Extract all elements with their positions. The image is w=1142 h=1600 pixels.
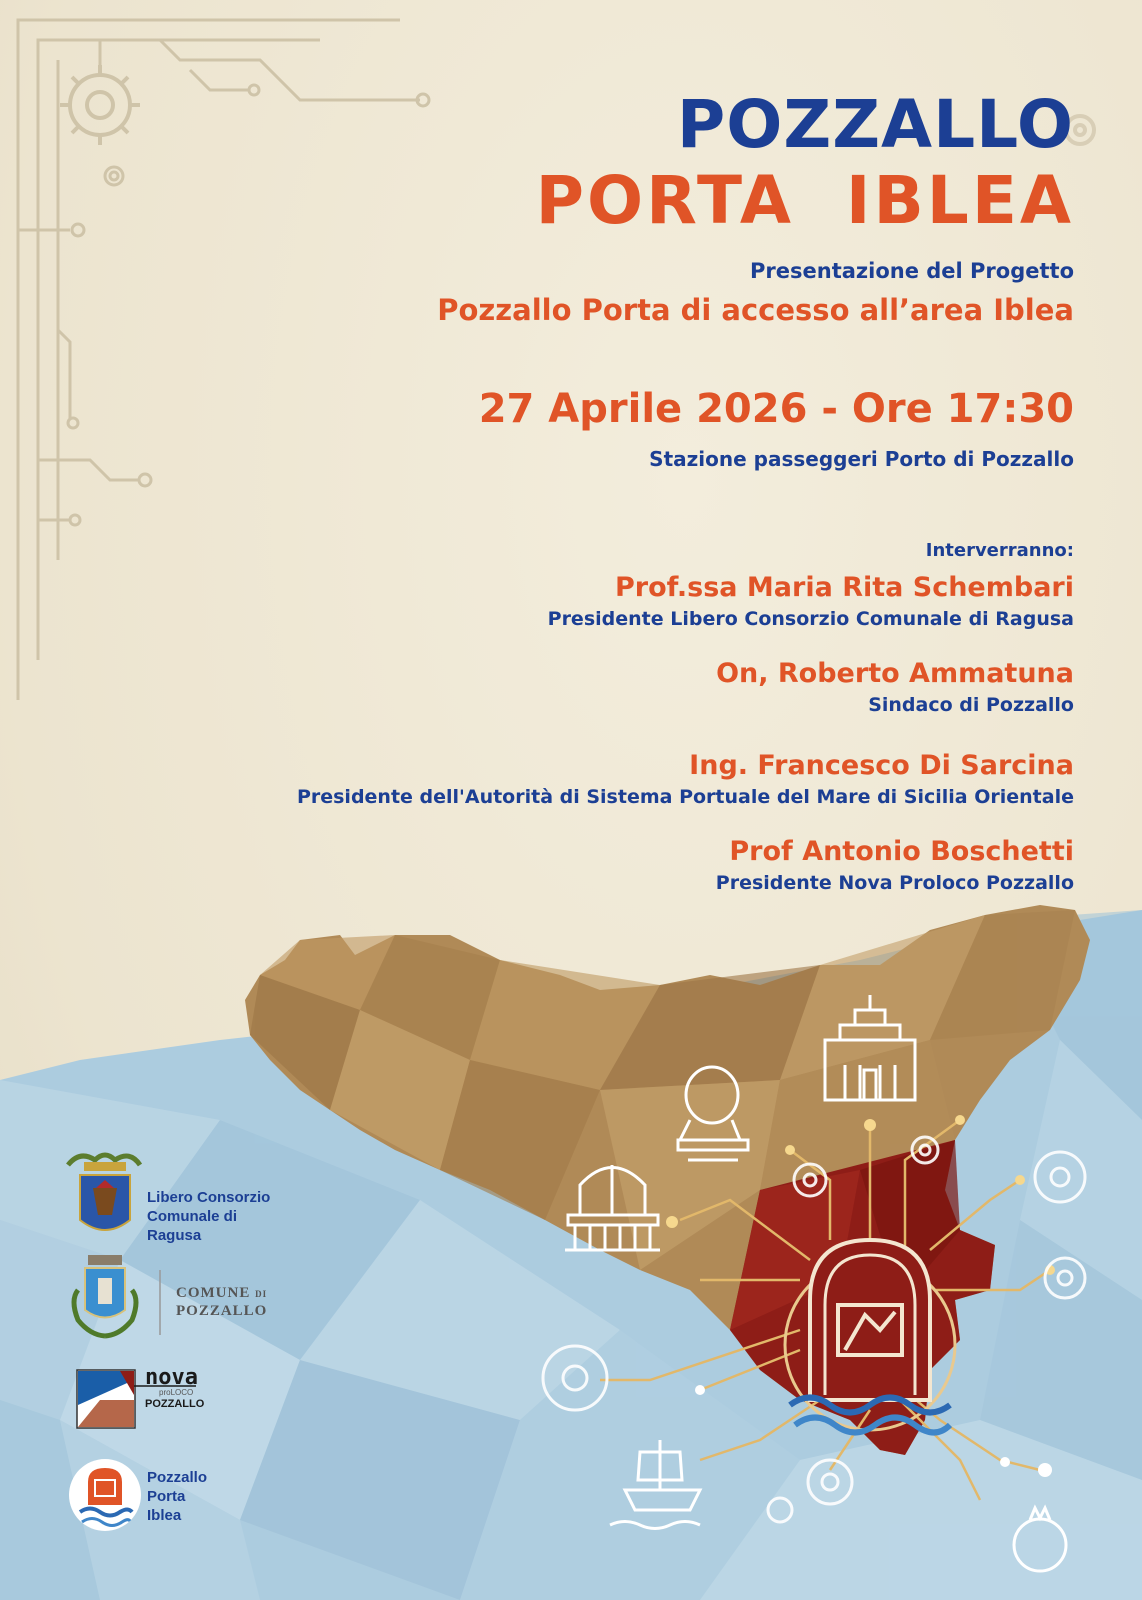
ragusa-logo-line: Ragusa [147,1227,202,1244]
speaker-name: Prof Antonio Boschetti [729,836,1074,867]
ragusa-logo-line: Comunale di [147,1208,238,1225]
speaker-name: On, Roberto Ammatuna [716,658,1074,689]
porta-iblea-logo [69,1459,141,1531]
speaker-role: Sindaco di Pozzallo [868,694,1074,716]
comune-di-label: DI [255,1289,268,1299]
speaker-role: Presidente Libero Consorzio Comunale di Ragusa [547,608,1074,630]
nova-proloco-label: proLOCO [159,1388,194,1397]
ragusa-logo-text [147,1188,270,1245]
nova-logo-text [145,1365,205,1410]
event-date-time: 27 Aprile 2026 - Ore 17:30 [478,386,1074,432]
event-venue: Stazione passeggeri Porto di Pozzallo [649,447,1074,471]
title-porta-iblea: PORTA IBLEA [535,162,1074,239]
porta-logo-text [147,1468,207,1525]
porta-logo-line: Porta [147,1488,186,1505]
project-name: Pozzallo Porta di accesso all’area Iblea [437,293,1074,327]
speaker-role: Presidente Nova Proloco Pozzallo [715,872,1074,894]
nova-city-label: POZZALLO [145,1398,205,1410]
presentation-label: Presentazione del Progetto [750,259,1074,283]
comune-logo-text [176,1285,267,1320]
comune-label: COMUNE [176,1285,251,1301]
ragusa-logo-line: Libero Consorzio [147,1189,271,1206]
porta-logo-line: Iblea [147,1507,182,1524]
nova-word: nova [145,1365,198,1390]
title-pozzallo: POZZALLO [676,86,1074,163]
speaker-name: Ing. Francesco Di Sarcina [689,750,1074,781]
comune-city-label: POZZALLO [176,1303,268,1319]
speaker-name: Prof.ssa Maria Rita Schembari [614,572,1074,603]
speaker-role: Presidente dell'Autorità di Sistema Portuale del Mare di Sicilia Orientale [296,786,1074,808]
porta-logo-line: Pozzallo [147,1469,208,1486]
circuit-decoration [18,20,429,700]
gear-decoration-icon [60,65,140,145]
speakers-intro: Interverranno: [925,540,1074,561]
